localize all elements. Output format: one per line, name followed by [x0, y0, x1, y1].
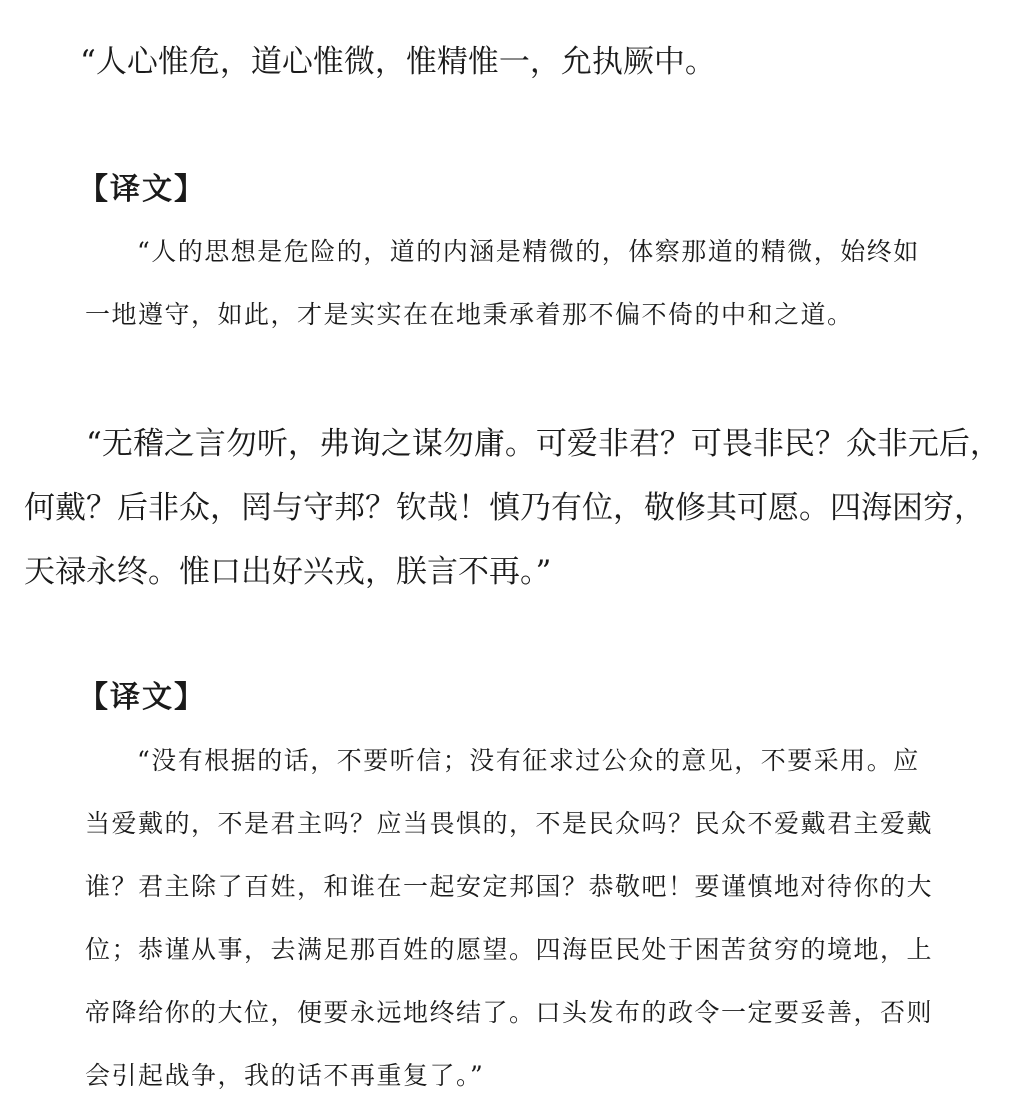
translation-heading-2: 【译文】 [78, 680, 206, 715]
original-text-1: “人心惟危，道心惟微，惟精惟一，允执厥中。 [80, 44, 716, 80]
original-text-2: “无稽之言勿听，弗询之谋勿庸。可爱非君？可畏非民？众非元后，何戴？后非众，罔与守邦？钦哉！慎乃有位，敬修其可愿。四海困穷，天禄永终。惟口出好兴戎，朕言不再。” [24, 426, 1001, 590]
translation-text-2: “没有根据的话，不要听信；没有征求过公众的意见，不要采用。应当爱戴的，不是君主吗？应当畏惧的，不是民众吗？民众不爱戴君主爱戴谁？君主除了百姓，和谁在一起安定邦国？恭敬吧！要谨慎地对待你的大位；恭谨从事，去满足那百姓的愿望。四海臣民处于困苦贫穷的境地，上帝降给你的大位，便要永远地终结了。口头发布的政令一定要妥善，否则会引起战争，我的话不再重复了。” [85, 746, 934, 1090]
translation-text-1: “人的思想是危险的，道的内涵是精微的，体察那道的精微，始终如一地遵守，如此，才是实实在在地秉承着那不偏不倚的中和之道。 [85, 237, 920, 329]
translation-heading-1: 【译文】 [78, 172, 206, 207]
